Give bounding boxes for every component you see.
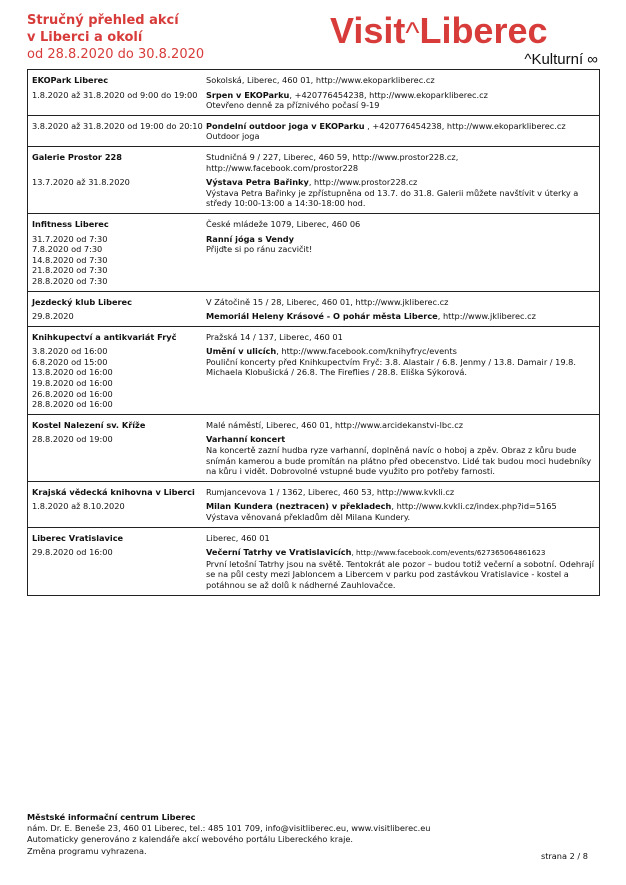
footer-contact: nám. Dr. E. Beneše 23, 460 01 Liberec, tel.: 485 101 709, info@visitliberec.eu, www.visitliberec.eu — [27, 823, 431, 834]
event-title-line — [206, 346, 595, 357]
heading-title-line1: Stručný přehled akcí — [27, 13, 179, 28]
page-footer — [27, 812, 598, 857]
footer-change-note: Změna programu vyhrazena. — [27, 845, 147, 856]
event-occurrence — [28, 342, 599, 410]
events-table — [27, 69, 600, 596]
venue-address: České mládeže 1079, Liberec, 460 06 — [206, 218, 361, 229]
event-title: Varhanní koncert — [206, 434, 286, 445]
event-link[interactable]: , http://www.jkliberec.cz — [437, 311, 536, 322]
event-block — [28, 327, 599, 415]
event-occurrence — [28, 497, 599, 522]
event-date: 28.8.2020 od 19:00 — [32, 434, 113, 445]
event-description: Výstava Petra Bařinky je zpřístupněna od 13.7. do 31.8. Galerii můžete navštívit v úterky a středy 10:00-13:00 a 14:30-18:00 hod. — [206, 187, 579, 209]
event-details — [206, 90, 599, 111]
venue-name: Krajská vědecká knihovna v Liberci — [32, 486, 195, 497]
venue-row — [28, 214, 599, 230]
venue-address: V Zátočině 15 / 28, Liberec, 460 01, http://www.jkliberec.cz — [206, 296, 449, 307]
logo-text-liberec: Liberec — [419, 10, 548, 51]
event-title-line — [206, 311, 595, 322]
event-date: 3.8.2020 od 16:00 6.8.2020 od 15:00 13.8.2020 od 16:00 19.8.2020 od 16:00 26.8.2020 od 16:00 28.8.2020 od 16:00 — [32, 346, 113, 410]
event-link[interactable]: , http://www.kvkli.cz/index.php?id=5165 — [391, 501, 557, 512]
heading-date-range: od 28.8.2020 do 30.8.2020 — [27, 47, 205, 62]
event-occurrence — [28, 543, 599, 590]
venue-address: Rumjancevova 1 / 1362, Liberec, 460 53, http://www.kvkli.cz — [206, 486, 455, 497]
event-details — [206, 346, 599, 410]
page-number: strana 2 / 8 — [540, 851, 588, 861]
event-occurrence — [28, 307, 599, 322]
event-description: Přijďte si po ránu zacvičit! — [206, 244, 313, 255]
venue-name: Galerie Prostor 228 — [32, 151, 122, 162]
event-title-line — [206, 434, 595, 445]
event-description: Na koncertě zazní hudba ryze varhanní, doplněná navíc o hoboj a zpěv. Obraz z kůru bude snímán kamerou a bude promítán na plátno před obecenstvo. Lidé tak budou moci hudebníky na kůru i vidět. Dobrovolné vstupné bude využito pro potřeby farnosti. — [206, 445, 592, 477]
event-occurrence — [28, 115, 599, 142]
page-heading — [27, 12, 327, 63]
event-title-line — [206, 121, 595, 132]
event-date: 31.7.2020 od 7:30 7.8.2020 od 7:30 14.8.2020 od 7:30 21.8.2020 od 7:30 28.8.2020 od 7:30 — [32, 233, 108, 286]
event-description: Výstava věnovaná překladům děl Milana Kundery. — [206, 512, 411, 522]
event-occurrence — [28, 173, 599, 209]
venue-name: Knihkupectví a antikvariát Fryč — [32, 331, 177, 342]
venue-address: Liberec, 460 01 — [206, 532, 270, 543]
venue-name: Liberec Vratislavice — [32, 532, 124, 543]
venue-row — [28, 415, 599, 431]
event-title-line — [206, 90, 595, 101]
event-details — [206, 234, 599, 287]
event-link[interactable]: , http://www.facebook.com/events/627365064861623 — [351, 548, 546, 558]
event-block — [28, 482, 599, 528]
event-block — [28, 147, 599, 214]
event-date: 1.8.2020 až 8.10.2020 — [32, 501, 125, 512]
event-block — [28, 415, 599, 482]
event-date: 29.8.2020 od 16:00 — [32, 547, 113, 558]
venue-name: Kostel Nalezení sv. Kříže — [32, 419, 146, 430]
event-title-line — [206, 501, 595, 512]
event-details — [206, 434, 599, 476]
event-title-line — [206, 547, 595, 559]
event-title: Výstava Petra Bařinky — [206, 177, 309, 188]
event-details — [206, 121, 599, 142]
event-link[interactable]: , http://www.prostor228.cz — [308, 177, 418, 188]
event-title-line — [206, 177, 595, 188]
footer-generated-note: Automaticky generováno z kalendáře akcí webového portálu Libereckého kraje. — [27, 834, 354, 845]
venue-row — [28, 147, 599, 173]
venue-row — [28, 292, 599, 308]
event-date: 13.7.2020 až 31.8.2020 — [32, 177, 130, 188]
event-occurrence — [28, 86, 599, 111]
venue-address: Sokolská, Liberec, 460 01, http://www.ekoparkliberec.cz — [206, 75, 435, 85]
event-title: Memoriál Heleny Krásové - O pohár města Liberce — [206, 311, 438, 322]
event-title: Pondelní outdoor joga v EKOParku — [206, 120, 365, 131]
venue-address: Studničná 9 / 227, Liberec, 460 59, http://www.prostor228.cz, http://www.facebook.com/prostor228 — [206, 151, 459, 173]
visit-liberec-logo — [330, 10, 602, 70]
venue-address: Malé náměstí, Liberec, 460 01, http://www.arcidekanstvi-lbc.cz — [206, 419, 463, 430]
event-link[interactable]: , http://www.facebook.com/knihyfryc/events — [276, 346, 457, 357]
event-date: 3.8.2020 až 31.8.2020 od 19:00 do 20:10 — [32, 120, 203, 131]
event-block — [28, 214, 599, 292]
heading-title-line2: v Liberci a okolí — [27, 30, 143, 45]
venue-row — [28, 70, 599, 86]
event-title-line — [206, 234, 595, 245]
logo-wordmark — [330, 10, 548, 55]
venue-row — [28, 528, 599, 544]
venue-address: Pražská 14 / 137, Liberec, 460 01 — [206, 331, 343, 342]
venue-name: EKOPark Liberec — [32, 75, 109, 85]
event-occurrence — [28, 430, 599, 476]
event-block — [28, 528, 599, 596]
footer-organization: Městské informační centrum Liberec — [27, 812, 196, 822]
event-date: 1.8.2020 až 31.8.2020 od 9:00 do 19:00 — [32, 89, 198, 100]
logo-text-visit: Visit — [330, 10, 406, 51]
event-description: Outdoor joga — [206, 131, 260, 142]
venue-row — [28, 327, 599, 343]
venue-name: Jezdecký klub Liberec — [32, 296, 132, 307]
event-link[interactable]: , +420776454238, http://www.ekoparkliberec.cz — [289, 89, 488, 100]
event-title: Milan Kundera (neztracen) v překladech — [206, 501, 392, 512]
venue-name: Infitness Liberec — [32, 218, 109, 229]
event-title: Ranní jóga s Vendy — [206, 233, 295, 244]
logo-subtitle: ^Kulturní ∞ — [524, 51, 598, 68]
event-block — [28, 70, 599, 147]
event-details — [206, 311, 599, 322]
event-title: Srpen v EKOParku — [206, 89, 290, 100]
event-date: 29.8.2020 — [32, 311, 74, 322]
event-block — [28, 292, 599, 327]
event-link[interactable]: , +420776454238, http://www.ekoparkliberec.cz — [364, 120, 566, 131]
logo-caret: ^ — [405, 17, 420, 50]
event-details — [206, 177, 599, 209]
event-occurrence — [28, 230, 599, 287]
venue-row — [28, 482, 599, 498]
event-title: Večerní Tatrhy ve Vratislavicích — [206, 547, 352, 558]
event-description: Pouliční koncerty před Knihkupectvím Fryč: 3.8. Alastair / 6.8. Jenmy / 13.8. Damair / 19.8. Michaela Klobušická / 26.8. The Fireflies / 28.8. Eliška Sýkorová. — [206, 356, 576, 378]
event-title: Umění v ulicích — [206, 346, 277, 357]
event-description: Otevřeno denně za příznivého počasí 9-19 — [206, 100, 380, 111]
event-details — [206, 501, 599, 522]
event-description: První letošní Tatrhy jsou na světě. Tentokrát ale pozor – budou totiž večerní a sobotní. Odehrají se na půl cesty mezi Jabloncem a Libercem v parku pod zastávkou Vratislavice - kostel a potáhnou se až dolů k nádherné Zauhlovačce. — [206, 558, 594, 590]
event-details — [206, 547, 599, 590]
